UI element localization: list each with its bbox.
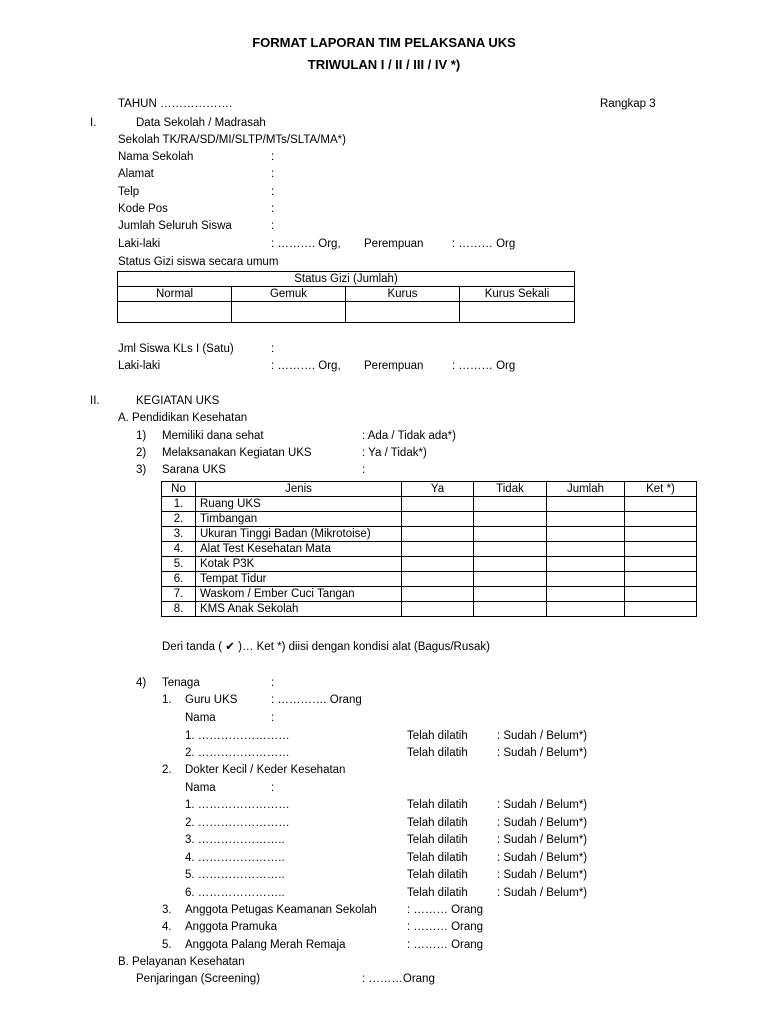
gizi-col-normal: Normal [118, 287, 232, 302]
sarana-note: Deri tanda ( ✔ )… Ket *) diisi dengan kondisi alat (Bagus/Rusak) [162, 641, 490, 653]
cell-ya[interactable] [402, 587, 474, 602]
tenaga-label: Tenaga [162, 677, 200, 689]
anggota-number: 4. [162, 921, 172, 933]
section-a-label: A. Pendidikan Kesehatan [118, 412, 248, 424]
sarana-col-ket: Ket *) [625, 482, 697, 497]
tahun-field: TAHUN ………………. [118, 98, 233, 110]
cell-ya[interactable] [402, 527, 474, 542]
cell-jumlah[interactable] [547, 572, 625, 587]
section-2-number: II. [90, 395, 100, 407]
cell-ya[interactable] [402, 542, 474, 557]
cell-jumlah[interactable] [547, 587, 625, 602]
cell-ket[interactable] [625, 602, 697, 617]
anggota-label: Anggota Pramuka [185, 921, 278, 933]
section-b-label: B. Pelayanan Kesehatan [118, 956, 245, 968]
table-row [162, 527, 697, 542]
item-label: Memiliki dana sehat [162, 430, 264, 442]
telah-label: Telah dilatih [407, 817, 468, 829]
section-1-number: I. [90, 117, 97, 129]
field-colon: : [271, 151, 275, 163]
item-number: 2) [136, 447, 147, 459]
row-jenis: Kotak P3K [196, 557, 402, 572]
row-jenis: Ruang UKS [196, 497, 402, 512]
telah-status: : Sudah / Belum*) [497, 747, 588, 759]
table-row [162, 587, 697, 602]
gizi-cell[interactable] [460, 302, 575, 323]
field-colon: : [271, 220, 275, 232]
gizi-label: Status Gizi siswa secara umum [118, 256, 279, 268]
telah-label: Telah dilatih [407, 747, 468, 759]
laki-value: : ………. Org, [271, 238, 341, 250]
nama-colon: : [271, 712, 275, 724]
guru-entry: 1. …………………… [185, 730, 290, 742]
cell-tidak[interactable] [474, 497, 547, 512]
anggota-value: : ……… Orang [407, 921, 484, 933]
telah-label: Telah dilatih [407, 887, 468, 899]
table-row [162, 512, 697, 527]
dokter-entry: 3. ………………….. [185, 834, 285, 846]
telah-status: : Sudah / Belum*) [497, 852, 588, 864]
row-jenis: KMS Anak Sekolah [196, 602, 402, 617]
cell-tidak[interactable] [474, 512, 547, 527]
guru-number: 1. [162, 694, 172, 706]
table-row [162, 602, 697, 617]
guru-value: : …………. Orang [271, 694, 362, 706]
dokter-entry: 2. …………………… [185, 817, 290, 829]
field-label: Kode Pos [118, 203, 168, 215]
gizi-col-kurus: Kurus [346, 287, 460, 302]
gizi-col-gemuk: Gemuk [232, 287, 346, 302]
cell-ket[interactable] [625, 527, 697, 542]
row-jenis: Alat Test Kesehatan Mata [196, 542, 402, 557]
cell-jumlah[interactable] [547, 602, 625, 617]
table-row [162, 497, 697, 512]
telah-status: : Sudah / Belum*) [497, 869, 588, 881]
sarana-col-jenis: Jenis [196, 482, 402, 497]
gizi-cell[interactable] [346, 302, 460, 323]
row-no: 1. [162, 497, 196, 512]
telah-status: : Sudah / Belum*) [497, 817, 588, 829]
cell-ket[interactable] [625, 542, 697, 557]
row-no: 7. [162, 587, 196, 602]
cell-jumlah[interactable] [547, 542, 625, 557]
telah-label: Telah dilatih [407, 730, 468, 742]
penjaringan-value: : ………Orang [362, 973, 435, 985]
telah-label: Telah dilatih [407, 869, 468, 881]
gizi-cell[interactable] [232, 302, 346, 323]
field-label: Telp [118, 186, 140, 198]
school-type: Sekolah TK/RA/SD/MI/SLTP/MTs/SLTA/MA*) [118, 134, 346, 146]
telah-status: : Sudah / Belum*) [497, 887, 588, 899]
form-subtitle: TRIWULAN I / II / III / IV *) [307, 57, 461, 72]
telah-status: : Sudah / Belum*) [497, 730, 588, 742]
telah-label: Telah dilatih [407, 799, 468, 811]
sarana-col-ya: Ya [402, 482, 474, 497]
cell-ya[interactable] [402, 497, 474, 512]
telah-status: : Sudah / Belum*) [497, 834, 588, 846]
sarana-col-no: No [162, 482, 196, 497]
field-colon: : [271, 186, 275, 198]
section-1-heading: Data Sekolah / Madrasah [136, 117, 266, 129]
row-no: 5. [162, 557, 196, 572]
table-row [162, 572, 697, 587]
field-label: Alamat [118, 168, 154, 180]
item-label: Melaksanakan Kegiatan UKS [162, 447, 312, 459]
section-2-heading: KEGIATAN UKS [136, 395, 220, 407]
dokter-number: 2. [162, 764, 172, 776]
table-row [162, 557, 697, 572]
field-label: Nama Sekolah [118, 151, 194, 163]
cell-jumlah[interactable] [547, 497, 625, 512]
cell-ya[interactable] [402, 512, 474, 527]
form-title: FORMAT LAPORAN TIM PELAKSANA UKS [252, 35, 516, 50]
anggota-label: Anggota Petugas Keamanan Sekolah [185, 904, 377, 916]
cell-ket[interactable] [625, 572, 697, 587]
cell-tidak[interactable] [474, 587, 547, 602]
cell-ket[interactable] [625, 512, 697, 527]
cell-ya[interactable] [402, 557, 474, 572]
perempuan2-label: Perempuan [364, 360, 424, 372]
jml-kls-colon: : [271, 343, 275, 355]
anggota-number: 3. [162, 904, 172, 916]
sarana-col-jumlah: Jumlah [547, 482, 625, 497]
sarana-table [161, 481, 697, 617]
anggota-value: : ……… Orang [407, 939, 484, 951]
telah-status: : Sudah / Belum*) [497, 799, 588, 811]
dokter-entry: 5. ………………….. [185, 869, 285, 881]
row-no: 2. [162, 512, 196, 527]
row-jenis: Tempat Tidur [196, 572, 402, 587]
row-no: 4. [162, 542, 196, 557]
cell-tidak[interactable] [474, 557, 547, 572]
table-row [162, 542, 697, 557]
guru-label: Guru UKS [185, 694, 238, 706]
cell-ket[interactable] [625, 497, 697, 512]
row-no: 6. [162, 572, 196, 587]
anggota-number: 5. [162, 939, 172, 951]
tenaga-number: 4) [136, 677, 147, 689]
cell-jumlah[interactable] [547, 527, 625, 542]
nama-label: Nama [185, 712, 216, 724]
perempuan2-value: : ……… Org [452, 360, 516, 372]
item-value: : Ada / Tidak ada*) [362, 430, 456, 442]
tenaga-colon: : [271, 677, 275, 689]
dokter-entry: 1. …………………… [185, 799, 290, 811]
row-no: 3. [162, 527, 196, 542]
perempuan-value: : ……… Org [452, 238, 516, 250]
cell-ya[interactable] [402, 572, 474, 587]
dokter-label: Dokter Kecil / Keder Kesehatan [185, 764, 346, 776]
row-jenis: Ukuran Tinggi Badan (Mikrotoise) [196, 527, 402, 542]
dokter-entry: 6. ………………….. [185, 887, 285, 899]
dokter-entry: 4. ………………….. [185, 852, 285, 864]
row-jenis: Waskom / Ember Cuci Tangan [196, 587, 402, 602]
gizi-table [117, 271, 575, 323]
perempuan-label: Perempuan [364, 238, 424, 250]
row-jenis: Timbangan [196, 512, 402, 527]
field-label: Jumlah Seluruh Siswa [118, 220, 232, 232]
jml-kls-label: Jml Siswa KLs I (Satu) [118, 343, 234, 355]
telah-label: Telah dilatih [407, 834, 468, 846]
cell-ket[interactable] [625, 557, 697, 572]
sarana-col-tidak: Tidak [474, 482, 547, 497]
field-colon: : [271, 168, 275, 180]
cell-tidak[interactable] [474, 572, 547, 587]
item-value: : [362, 464, 366, 476]
item-label: Sarana UKS [162, 464, 226, 476]
cell-ya[interactable] [402, 602, 474, 617]
cell-tidak[interactable] [474, 527, 547, 542]
item-number: 1) [136, 430, 147, 442]
nama2-label: Nama [185, 782, 216, 794]
penjaringan-label: Penjaringan (Screening) [136, 973, 261, 985]
gizi-col-kurus-sekali: Kurus Sekali [460, 287, 575, 302]
cell-tidak[interactable] [474, 602, 547, 617]
laki-label: Laki-laki [118, 238, 161, 250]
anggota-value: : ……… Orang [407, 904, 484, 916]
gizi-cell[interactable] [118, 302, 232, 323]
cell-jumlah[interactable] [547, 512, 625, 527]
cell-ket[interactable] [625, 587, 697, 602]
field-colon: : [271, 203, 275, 215]
laki2-label: Laki-laki [118, 360, 161, 372]
item-number: 3) [136, 464, 147, 476]
rangkap-label: Rangkap 3 [600, 98, 656, 110]
guru-entry: 2. …………………… [185, 747, 290, 759]
laki2-value: : ………. Org, [271, 360, 341, 372]
nama2-colon: : [271, 782, 275, 794]
cell-tidak[interactable] [474, 542, 547, 557]
row-no: 8. [162, 602, 196, 617]
item-value: : Ya / Tidak*) [362, 447, 427, 459]
telah-label: Telah dilatih [407, 852, 468, 864]
anggota-label: Anggota Palang Merah Remaja [185, 939, 346, 951]
gizi-table-header: Status Gizi (Jumlah) [118, 272, 575, 287]
cell-jumlah[interactable] [547, 557, 625, 572]
